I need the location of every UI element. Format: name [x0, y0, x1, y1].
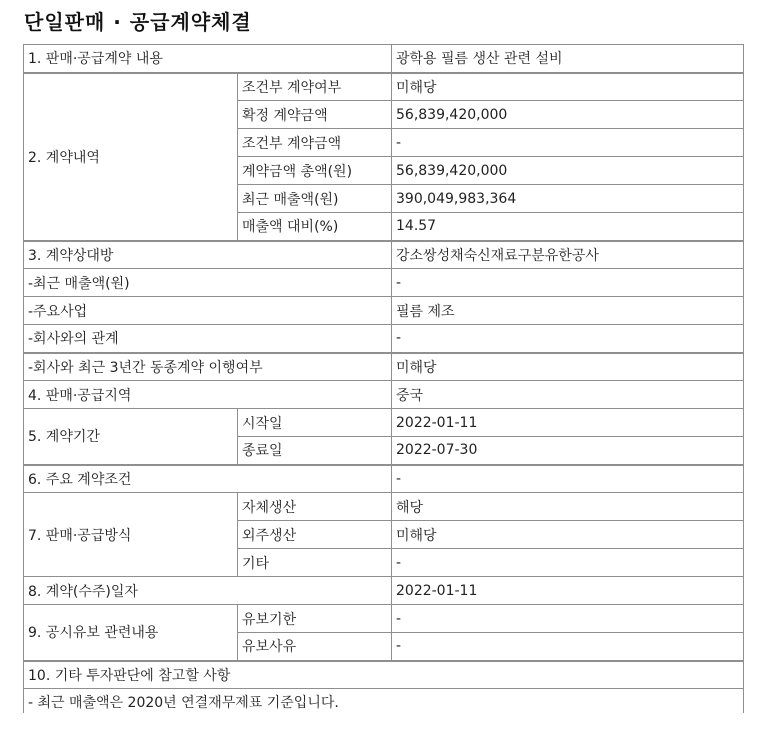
sub-label: 최근 매출액(원)	[238, 185, 392, 213]
row-label: 2. 계약내역	[24, 73, 238, 241]
row-value: 56,839,420,000	[392, 101, 744, 129]
row-value: -	[392, 633, 744, 661]
row-label: 9. 공시유보 관련내용	[24, 605, 238, 661]
row-label: -주요사업	[24, 297, 392, 325]
row-value: 56,839,420,000	[392, 157, 744, 185]
table-row	[24, 605, 744, 633]
sub-label: 조건부 계약금액	[238, 129, 392, 157]
row-label: 8. 계약(수주)일자	[24, 577, 392, 605]
row-value: 강소쌍성채숙신재료구분유한공사	[392, 241, 744, 269]
row-value: 14.57	[392, 213, 744, 241]
sub-label: 외주생산	[238, 521, 392, 549]
row-value: 2022-01-11	[392, 577, 744, 605]
sub-label: 계약금액 총액(원)	[238, 157, 392, 185]
table-row	[24, 297, 744, 325]
sub-label: 종료일	[238, 437, 392, 465]
page-title: 단일판매 · 공급계약체결	[24, 10, 252, 34]
table-row	[24, 465, 744, 493]
table-row	[24, 45, 744, 73]
row-value: 미해당	[392, 353, 744, 381]
table-row	[24, 493, 744, 521]
sub-label: 시작일	[238, 409, 392, 437]
row-value: 미해당	[392, 73, 744, 101]
row-value: -	[392, 605, 744, 633]
row-value: 해당	[392, 493, 744, 521]
row-label: 7. 판매·공급방식	[24, 493, 238, 577]
row-label: 3. 계약상대방	[24, 241, 392, 269]
row-value: -	[392, 269, 744, 297]
sub-label: 자체생산	[238, 493, 392, 521]
row-value: 미해당	[392, 521, 744, 549]
row-label: -회사와 최근 3년간 동종계약 이행여부	[24, 353, 392, 381]
row-value: -	[392, 129, 744, 157]
row-value: -	[392, 549, 744, 577]
table-row	[24, 381, 744, 409]
table-row	[24, 73, 744, 101]
table-row	[24, 325, 744, 353]
table-row	[24, 353, 744, 381]
sub-label: 매출액 대비(%)	[238, 213, 392, 241]
row-value: 2022-07-30	[392, 437, 744, 465]
row-label: 6. 주요 계약조건	[24, 465, 392, 493]
row-value: -	[392, 325, 744, 353]
table-row	[24, 241, 744, 269]
row-value: -	[392, 465, 744, 493]
row-value: 390,049,983,364	[392, 185, 744, 213]
row-value: 필름 제조	[392, 297, 744, 325]
row-label: 4. 판매·공급지역	[24, 381, 392, 409]
row-label: 5. 계약기간	[24, 409, 238, 465]
row-value: 광학용 필름 생산 관련 설비	[392, 45, 744, 73]
row-value: 2022-01-11	[392, 409, 744, 437]
table-row	[24, 269, 744, 297]
sub-label: 유보기한	[238, 605, 392, 633]
table-row	[24, 661, 744, 689]
note-text: - 최근 매출액은 2020년 연결재무제표 기준입니다.	[24, 689, 744, 713]
sub-label: 확정 계약금액	[238, 101, 392, 129]
table-row	[24, 409, 744, 437]
row-label: -회사와의 관계	[24, 325, 392, 353]
sub-label: 기타	[238, 549, 392, 577]
sub-label: 유보사유	[238, 633, 392, 661]
row-label: 1. 판매·공급계약 내용	[24, 45, 392, 73]
row-value: 중국	[392, 381, 744, 409]
table-row	[24, 689, 744, 713]
table-row	[24, 577, 744, 605]
row-label: 10. 기타 투자판단에 참고할 사항	[24, 661, 744, 689]
sub-label: 조건부 계약여부	[238, 73, 392, 101]
contract-disclosure-table	[23, 44, 744, 713]
row-label: -최근 매출액(원)	[24, 269, 392, 297]
